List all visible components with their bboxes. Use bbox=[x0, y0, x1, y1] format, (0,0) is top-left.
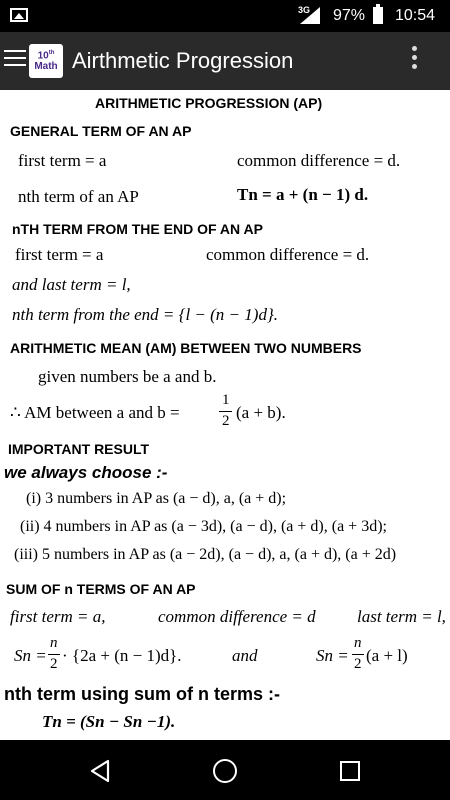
important-subheading: we always choose :- bbox=[4, 463, 168, 482]
sn-left-suffix: · {2a + (n − 1)d}. bbox=[62, 646, 182, 665]
recent-apps-icon[interactable] bbox=[337, 758, 363, 784]
important-heading: IMPORTANT RESULT bbox=[8, 441, 150, 457]
from-end-last-term: and last term = l, bbox=[12, 275, 131, 294]
navigation-bar bbox=[0, 740, 450, 800]
app-logo-number: 10 bbox=[37, 50, 49, 62]
battery-percent: 97% bbox=[333, 7, 366, 24]
main-title: ARITHMETIC PROGRESSION (AP) bbox=[95, 95, 323, 111]
gallery-notification-icon bbox=[10, 8, 28, 22]
sn-left-prefix: Sn = bbox=[14, 646, 47, 665]
from-end-first-term: first term = a bbox=[15, 245, 104, 264]
using-sum-heading: nth term using sum of n terms :- bbox=[4, 684, 281, 704]
sum-last-term: last term = l, bbox=[357, 607, 446, 626]
sn-right-fraction-bar bbox=[352, 654, 364, 655]
app-logo-subject: Math bbox=[34, 61, 58, 73]
sn-right-den: 2 bbox=[354, 656, 362, 672]
home-icon[interactable] bbox=[212, 758, 238, 784]
sum-and: and bbox=[232, 646, 258, 665]
important-item: (ii) 4 numbers in AP as (a − 3d), (a − d), (a + d), (a + 3d); bbox=[20, 518, 387, 535]
am-fraction-den: 2 bbox=[222, 413, 230, 429]
battery-icon bbox=[373, 7, 383, 24]
nth-term-label: nth term of an AP bbox=[18, 187, 139, 206]
nth-term-formula: Tn = a + (n − 1) d. bbox=[237, 185, 369, 204]
am-given: given numbers be a and b. bbox=[38, 367, 217, 386]
general-common-difference: common difference = d. bbox=[237, 151, 401, 170]
am-heading: ARITHMETIC MEAN (AM) BETWEEN TWO NUMBERS bbox=[10, 340, 362, 356]
general-first-term: first term = a bbox=[18, 151, 107, 170]
menu-icon[interactable] bbox=[4, 50, 28, 72]
signal-icon bbox=[300, 7, 320, 24]
sn-left-num: n bbox=[50, 635, 58, 651]
sn-right-num: n bbox=[354, 635, 362, 651]
sum-heading: SUM OF n TERMS OF AN AP bbox=[6, 581, 196, 597]
sn-right-suffix: (a + l) bbox=[366, 646, 408, 665]
am-formula-suffix: (a + b). bbox=[236, 403, 286, 422]
important-item: (i) 3 numbers in AP as (a − d), a, (a + d); bbox=[26, 490, 287, 507]
general-term-heading: GENERAL TERM OF AN AP bbox=[10, 123, 192, 139]
app-logo bbox=[29, 44, 63, 78]
network-type: 3G bbox=[298, 5, 311, 15]
sum-first-term: first term = a, bbox=[10, 607, 106, 626]
from-end-common-difference: common difference = d. bbox=[206, 245, 370, 264]
app-bar bbox=[0, 32, 450, 90]
sum-common-difference: common difference = d bbox=[158, 607, 316, 626]
from-end-heading: nTH TERM FROM THE END OF AN AP bbox=[12, 221, 263, 237]
important-item: (iii) 5 numbers in AP as (a − 2d), (a − d), a, (a + d), (a + 2d) bbox=[14, 546, 397, 563]
overflow-menu-icon[interactable] bbox=[408, 46, 420, 76]
am-formula-prefix: ∴ AM between a and b = bbox=[10, 403, 180, 422]
clock: 10:54 bbox=[395, 7, 436, 24]
sn-left-den: 2 bbox=[50, 656, 58, 672]
sn-left-fraction-bar bbox=[48, 654, 60, 655]
status-bar bbox=[0, 0, 450, 32]
using-sum-formula: Tn = (Sn − Sn −1). bbox=[42, 712, 176, 731]
app-logo-sup: th bbox=[48, 50, 55, 56]
am-fraction-num: 1 bbox=[222, 392, 230, 408]
sn-right-prefix: Sn = bbox=[316, 646, 349, 665]
app-title: Airthmetic Progression bbox=[72, 48, 294, 73]
content-area[interactable] bbox=[0, 90, 450, 740]
from-end-formula: nth term from the end = {l − (n − 1)d}. bbox=[12, 305, 278, 324]
am-fraction-bar bbox=[219, 411, 232, 412]
back-icon[interactable] bbox=[88, 758, 114, 784]
